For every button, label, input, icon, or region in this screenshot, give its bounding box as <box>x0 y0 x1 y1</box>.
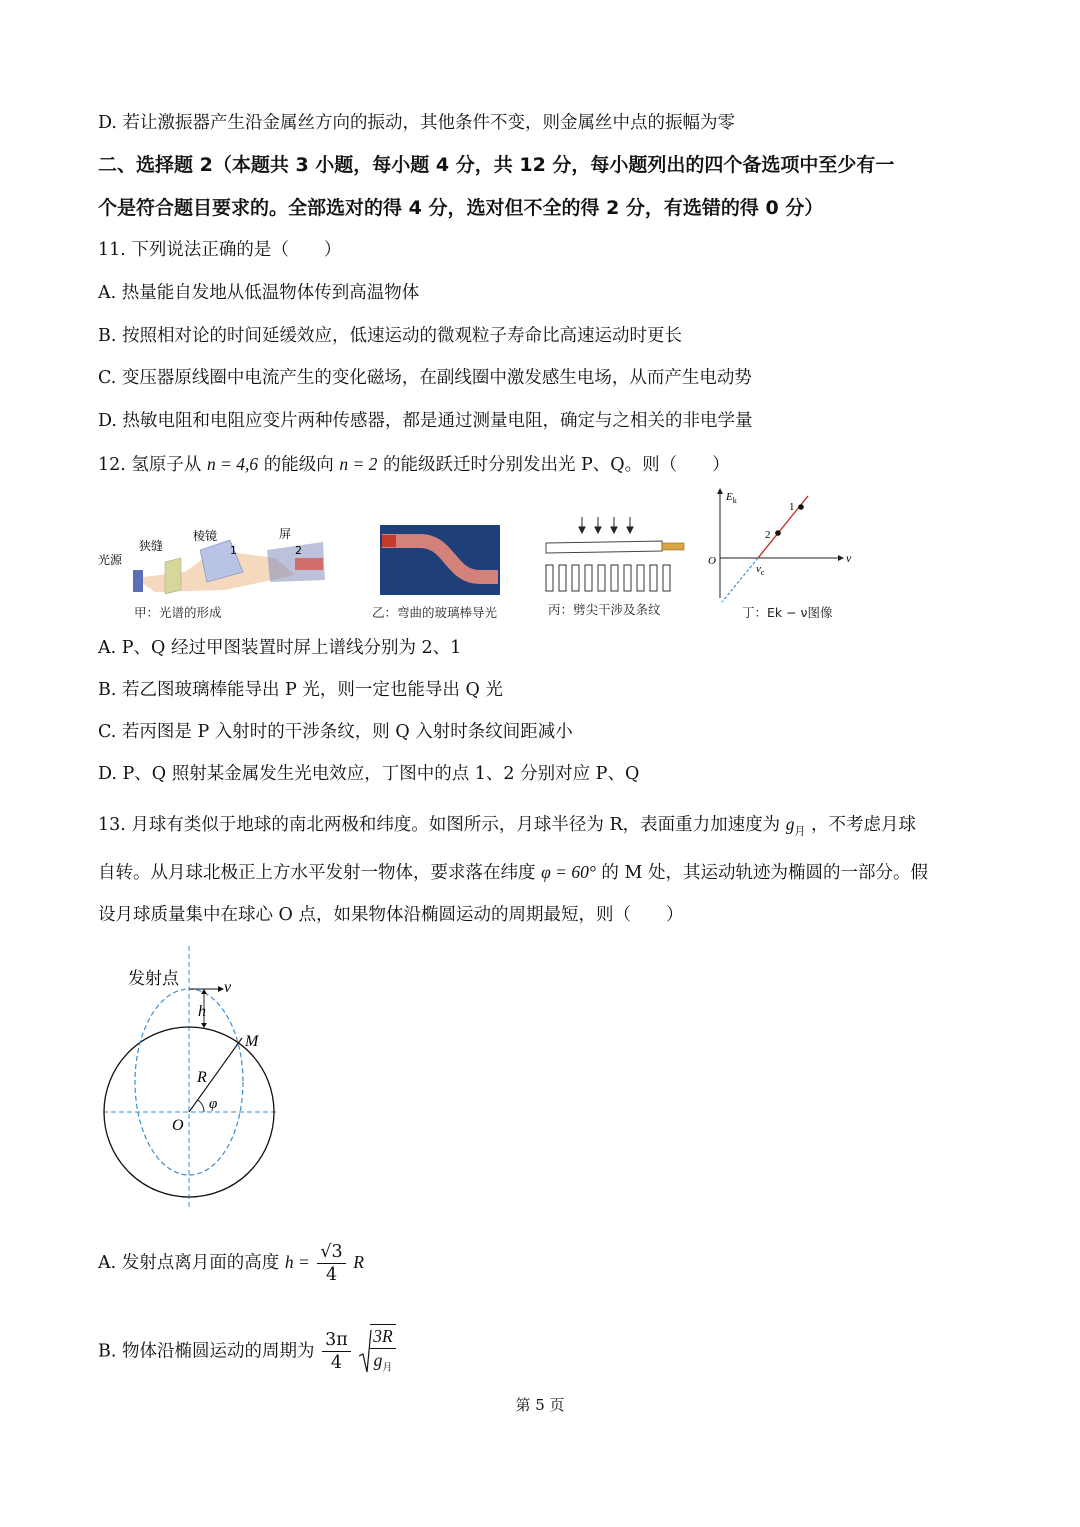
q13-option-a <box>98 1238 364 1287</box>
label-o: O <box>172 1117 184 1134</box>
q13-g-symbol: g <box>785 814 795 834</box>
point-2-label: 2 <box>765 529 771 541</box>
x-label: ν <box>846 551 852 565</box>
figure-ding-ek-nu-graph <box>700 486 860 604</box>
label-phi: φ <box>209 1096 218 1112</box>
label-launch-point: 发射点 <box>128 969 179 989</box>
q12-stem-post: 的能级跃迁时分别发出光 P、Q。则（ ） <box>382 455 730 475</box>
label-source: 光源 <box>98 553 123 567</box>
q13-a-fraction <box>317 1241 345 1286</box>
label-slit: 狭缝 <box>139 539 164 553</box>
wedge-spacer <box>662 543 684 550</box>
light-source-shape <box>133 570 143 592</box>
caption-yi: 乙：弯曲的玻璃棒导光 <box>372 605 498 620</box>
q13-a-post: R <box>353 1252 364 1272</box>
x-axis-arrow <box>838 555 844 561</box>
q13-b-denominator: 4 <box>330 1353 342 1374</box>
q13-b-radical <box>358 1324 397 1380</box>
figure-yi-glass-rod <box>380 525 500 595</box>
figure-moon-orbit <box>100 944 285 1214</box>
nu-c-label: $\nu_c$ <box>756 563 765 577</box>
ek-extension <box>722 558 758 602</box>
q12-stem <box>98 452 730 477</box>
page-number: 第 5 页 <box>515 1396 565 1414</box>
label-line-2: 2 <box>295 544 302 557</box>
section-heading-line2: 个是符合题目要求的。全部选对的得 4 分，选对但不全的得 2 分，有选错的得 0 分） <box>98 197 824 219</box>
label-line-1: 1 <box>230 544 237 557</box>
q13-line2-pre: 自转。从月球北极正上方水平发射一物体，要求落在纬度 <box>98 863 536 883</box>
y-label: $E_k$ <box>726 491 737 505</box>
label-h: h <box>198 1003 206 1020</box>
caption-ding: 丁：Ek − ν图像 <box>742 605 833 620</box>
point-1-label: 1 <box>789 501 795 513</box>
caption-jia: 甲：光谱的形成 <box>134 605 222 620</box>
q13-a-denominator: 4 <box>325 1265 338 1285</box>
spectrum-band <box>295 558 323 570</box>
q13-option-b <box>98 1324 398 1380</box>
q12-option-c: C. 若丙图是 P 入射时的干涉条纹，则 Q 入射时条纹间距减小 <box>98 722 573 742</box>
caption-bing: 丙：劈尖干涉及条纹 <box>548 602 661 617</box>
slit-shape <box>165 558 181 594</box>
q13-a-numerator: √3 <box>317 1241 345 1264</box>
q13-b-rad-denominator: $g_月$ <box>373 1350 393 1374</box>
q11-option-c: C. 变压器原线圈中电流产生的变化磁场，在副线圈中激发感生电场，从而产生电动势 <box>98 368 752 388</box>
label-prism: 棱镜 <box>193 529 218 543</box>
q13-b-fraction <box>322 1329 351 1374</box>
q13-stem-line1 <box>98 812 916 844</box>
y-axis-arrow <box>717 488 723 494</box>
section-heading-line1: 二、选择题 2（本题共 3 小题，每小题 4 分，共 12 分，每小题列出的四个备选项中至少有一 <box>98 154 895 176</box>
phi-arc <box>198 1100 204 1112</box>
label-r: R <box>197 1069 207 1086</box>
q13-b-rad-numerator: 3R <box>370 1325 395 1349</box>
q12-option-b: B. 若乙图玻璃棒能导出 P 光，则一定也能导出 Q 光 <box>98 680 503 700</box>
q12-stem-n2: n = 2 <box>339 454 378 474</box>
incident-arrows <box>579 517 633 533</box>
q12-stem-mid: 的能级向 <box>263 455 334 475</box>
q13-b-pre: B. 物体沿椭圆运动的周期为 <box>98 1341 315 1362</box>
point-2 <box>775 530 781 536</box>
wedge-plates <box>546 541 662 553</box>
q12-stem-pre: 12. 氢原子从 <box>98 455 202 475</box>
label-m: M <box>245 1033 259 1050</box>
q13-g-sub: 月 <box>794 824 806 838</box>
q11-option-d: D. 热敏电阻和电阻应变片两种传感器，都是通过测量电阻，确定与之相关的非电学量 <box>98 411 753 431</box>
label-screen: 屏 <box>279 527 292 541</box>
q13-b-numerator: 3π <box>322 1329 351 1352</box>
h-arrow-bottom <box>201 1023 207 1028</box>
q13-stem-line3: 设月球质量集中在球心 O 点，如果物体沿椭圆运动的周期最短，则（ ） <box>98 905 684 925</box>
q13-b-radicand <box>370 1324 395 1380</box>
light-entry <box>382 535 396 547</box>
q11-option-b: B. 按照相对论的时间延缓效应，低速运动的微观粒子寿命比高速运动时更长 <box>98 326 682 346</box>
q13-a-lhs: h = <box>284 1252 310 1272</box>
q12-option-d: D. P、Q 照射某金属发生光电效应，丁图中的点 1、2 分别对应 P、Q <box>98 764 640 784</box>
q10-option-d: D. 若让激振器产生沿金属丝方向的振动，其他条件不变，则金属丝中点的振幅为零 <box>98 113 736 133</box>
q13-line1-pre: 13. 月球有类似于地球的南北两极和纬度。如图所示，月球半径为 R，表面重力加速度为 <box>98 815 781 835</box>
label-v: v <box>224 979 232 996</box>
q13-phi-eq: φ = 60° <box>541 862 596 882</box>
figure-jia-spectrum <box>95 520 335 600</box>
h-arrow-top <box>201 989 207 994</box>
q11-stem: 11. 下列说法正确的是（ ） <box>98 240 342 260</box>
q13-stem-line2 <box>98 860 928 885</box>
q11-option-a: A. 热量能自发地从低温物体传到高温物体 <box>98 283 420 303</box>
fringe-pattern <box>546 565 670 591</box>
figure-bing-wedge <box>542 515 692 600</box>
q13-line2-post: 的 M 处，其运动轨迹为椭圆的一部分。假 <box>601 863 928 883</box>
q13-line1-post: ，不考虑月球 <box>811 815 917 835</box>
point-1 <box>798 504 804 510</box>
q12-stem-n1: n = 4,6 <box>206 454 259 474</box>
q13-a-pre: A. 发射点离月面的高度 <box>98 1253 280 1273</box>
q12-option-a: A. P、Q 经过甲图装置时屏上谱线分别为 2、1 <box>98 638 462 658</box>
origin-label: O <box>708 555 716 567</box>
